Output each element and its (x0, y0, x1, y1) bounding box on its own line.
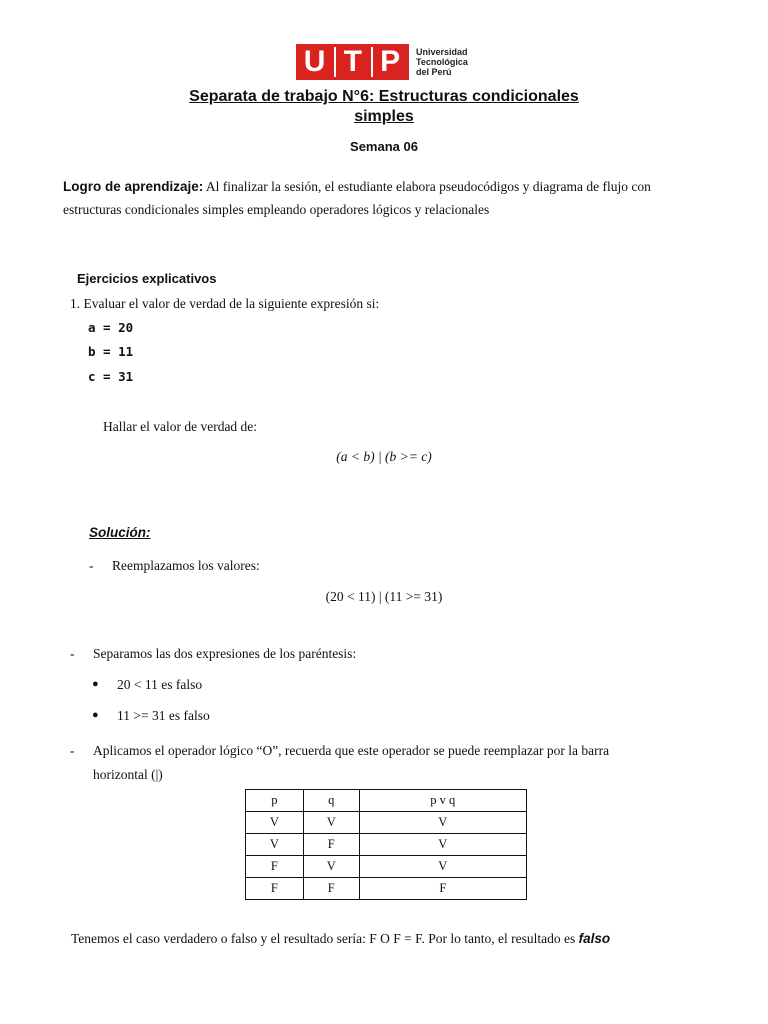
learning-outcome-text1: Al finalizar la sesión, el estudiante elabora pseudocódigos y diagrama de flujo con (203, 179, 651, 194)
solution-title: Solución: (89, 525, 151, 540)
find-truth-value: Hallar el valor de verdad de: (103, 419, 258, 434)
step-apply-or-line2: horizontal (|) (93, 767, 163, 782)
variable-c: c = 31 (88, 369, 134, 384)
learning-outcome (63, 175, 723, 198)
logo-letter-u: U (303, 45, 327, 78)
table-cell: V (303, 856, 359, 878)
learning-outcome-text2: estructuras condicionales simples empleando operadores lógicos y relacionales (63, 202, 490, 217)
logo-text (416, 47, 468, 77)
bullet-item-1: 20 < 11 es falso (117, 677, 203, 692)
bullet-item-2: 11 >= 31 es falso (117, 708, 210, 723)
header-cell: q (303, 790, 359, 812)
table-cell: V (303, 812, 359, 834)
table-cell: F (303, 878, 359, 900)
logical-expression: (a < b) | (b >= c) (336, 449, 432, 464)
conclusion-text: Tenemos el caso verdadero o falso y el resultado sería: F O F = F. Por lo tanto, el resultado es (71, 931, 579, 946)
week-label: Semana 06 (350, 139, 418, 154)
logo-mark (296, 44, 409, 80)
conclusion-result: falso (578, 931, 611, 946)
header-cell: p (246, 790, 304, 812)
logo-letter-p: P (380, 45, 402, 78)
bullet-marker: ● (92, 678, 99, 690)
step-replace-values: Reemplazamos los valores: (112, 558, 260, 573)
logo-separator (334, 47, 336, 77)
variable-a: a = 20 (88, 320, 134, 335)
logo-separator (371, 47, 373, 77)
dash-marker: - (89, 558, 94, 573)
logo-letter-t: T (343, 45, 363, 78)
table-header-row (246, 790, 527, 812)
bullet-marker: ● (92, 709, 99, 721)
table-row (246, 878, 527, 900)
conclusion (71, 927, 751, 950)
table-row (246, 856, 527, 878)
header-cell: p v q (359, 790, 526, 812)
table-cell: F (246, 878, 304, 900)
step-separate-expressions: Separamos las dos expresiones de los paréntesis: (93, 646, 357, 661)
table-cell: F (246, 856, 304, 878)
utp-logo (296, 44, 468, 80)
document-title-line1: Separata de trabajo N°6: Estructuras condicionales (189, 88, 579, 105)
table-cell: F (303, 834, 359, 856)
table-cell: V (359, 812, 526, 834)
dash-marker: - (70, 743, 75, 758)
logo-text-line1: Universidad (416, 47, 468, 57)
table-cell: V (359, 834, 526, 856)
truth-table (245, 789, 527, 900)
logo-text-line2: Tecnológica (416, 57, 468, 67)
table-row (246, 812, 527, 834)
variable-b: b = 11 (88, 344, 134, 359)
exercise-1-statement: 1. Evaluar el valor de verdad de la siguiente expresión si: (70, 296, 380, 311)
document-title-line2: simples (354, 108, 414, 125)
dash-marker: - (70, 646, 75, 661)
replaced-expression: (20 < 11) | (11 >= 31) (325, 589, 443, 604)
table-cell: V (246, 834, 304, 856)
table-row (246, 834, 527, 856)
table-cell: V (359, 856, 526, 878)
table-cell: V (246, 812, 304, 834)
learning-outcome-label: Logro de aprendizaje: (63, 179, 204, 194)
step-apply-or-line1: Aplicamos el operador lógico “O”, recuerda que este operador se puede reemplazar por la barra (93, 743, 610, 758)
logo-text-line3: del Perú (416, 67, 452, 77)
section-title: Ejercicios explicativos (77, 271, 217, 286)
table-cell: F (359, 878, 526, 900)
